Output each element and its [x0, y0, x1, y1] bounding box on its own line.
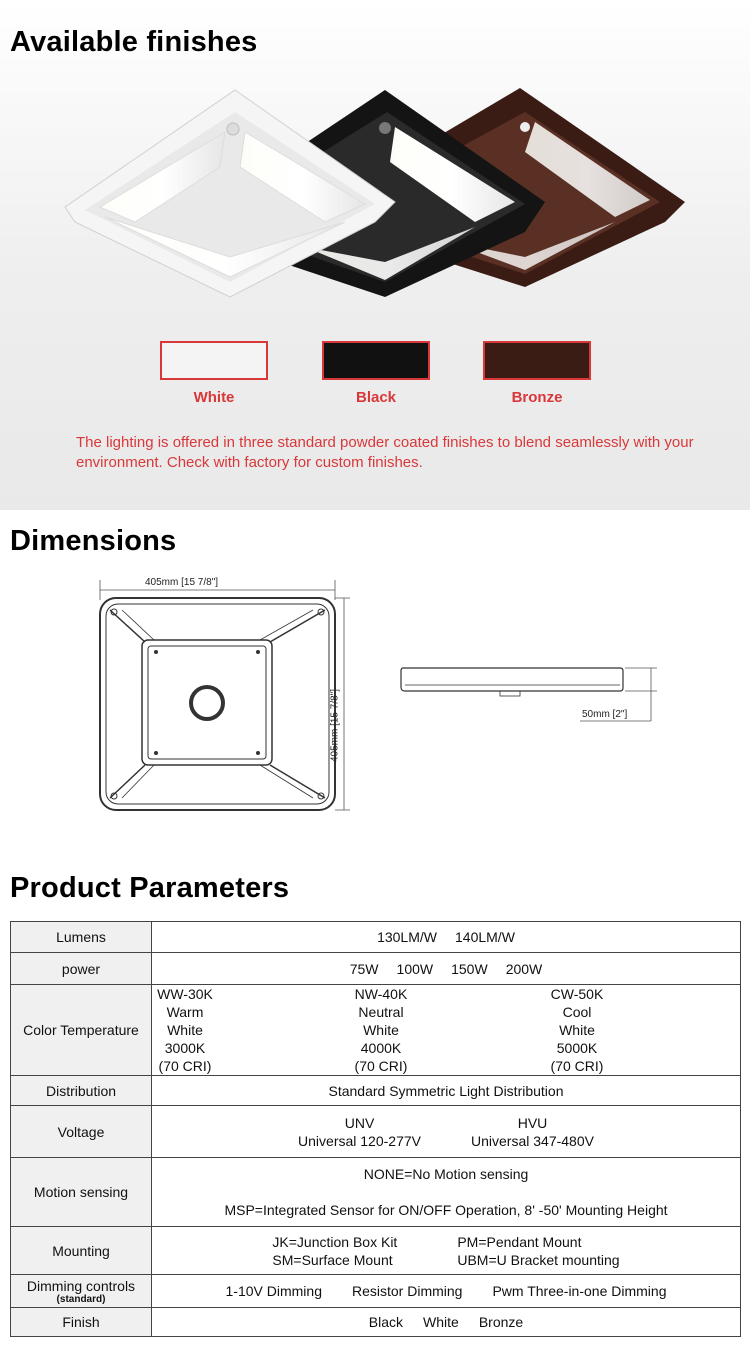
voltage-code: UNV [344, 1114, 375, 1131]
voltage-option [471, 1114, 594, 1150]
color-temperature-value [152, 985, 741, 1076]
cct-name: Warm White 3000K [164, 1004, 206, 1056]
cct-option [545, 985, 739, 1075]
dimming-option: Resistor Dimming [352, 1283, 463, 1299]
cct-code: WW-30K [157, 986, 213, 1002]
cct-cri: (70 CRI) [158, 1058, 212, 1074]
dimming-value [152, 1275, 741, 1308]
power-label: power [11, 953, 152, 985]
product-finishes-image [55, 82, 695, 302]
voltage-label: Voltage [11, 1106, 152, 1158]
voltage-range: Universal 347-480V [471, 1132, 594, 1149]
mounting-label: Mounting [11, 1227, 152, 1275]
white-label: White [193, 389, 235, 406]
white-swatch [160, 341, 268, 380]
height-dimension-label: 405mm [15 7/8"] [329, 688, 341, 763]
cct-code: CW-50K [550, 986, 604, 1002]
power-option: 100W [396, 960, 434, 977]
motion-option: MSP=Integrated Sensor for ON/OFF Operation, 8' -50' Mounting Height [224, 1202, 668, 1218]
bronze-swatch [483, 341, 591, 380]
dimming-label [11, 1275, 152, 1308]
motion-sensing-label: Motion sensing [11, 1158, 152, 1227]
parameters-table [10, 921, 741, 1337]
cct-name: Neutral White 4000K [358, 1004, 404, 1056]
cct-name: Cool White 5000K [556, 1004, 598, 1056]
parameters-title: Product Parameters [10, 872, 290, 904]
distribution-label: Distribution [11, 1076, 152, 1106]
lumens-value [152, 922, 741, 953]
distribution-value: Standard Symmetric Light Distribution [152, 1076, 741, 1106]
cct-option [349, 985, 543, 1075]
power-option: 75W [349, 960, 379, 977]
cct-option [153, 985, 347, 1075]
table-row [11, 1076, 741, 1106]
table-row [11, 922, 741, 953]
bronze-label: Bronze [511, 389, 563, 406]
width-dimension-label: 405mm [15 7/8"] [145, 577, 219, 588]
dimming-sublabel: (standard) [56, 1293, 106, 1305]
black-swatch [322, 341, 430, 380]
lumens-label: Lumens [11, 922, 152, 953]
lumens-option: 140LM/W [455, 929, 515, 945]
finish-option: Black [368, 1314, 404, 1330]
voltage-code: HVU [517, 1114, 548, 1131]
power-option: 200W [505, 960, 543, 977]
table-row [11, 1106, 741, 1158]
voltage-option [298, 1114, 421, 1150]
voltage-value [152, 1106, 741, 1158]
dimming-option: 1-10V Dimming [225, 1283, 322, 1299]
finish-label: Finish [11, 1308, 152, 1337]
motion-sensing-value [152, 1158, 741, 1227]
mounting-option: JK=Junction Box Kit [272, 1233, 398, 1250]
finishes-description: The lighting is offered in three standard powder coated finishes to blend seamlessly with your environment. Check with factory for custom finishes. [76, 434, 694, 471]
motion-option: NONE=No Motion sensing [363, 1166, 529, 1182]
table-row [11, 1158, 741, 1227]
power-option: 150W [451, 960, 488, 977]
depth-dimension-label: 50mm [2"] [582, 709, 628, 720]
finish-value [152, 1308, 741, 1337]
finish-option: White [423, 1314, 459, 1330]
finishes-title: Available finishes [10, 26, 258, 58]
mounting-option: PM=Pendant Mount [457, 1233, 582, 1250]
table-row [11, 985, 741, 1076]
color-temperature-label: Color Temperature [11, 985, 152, 1076]
mounting-value [152, 1227, 741, 1275]
voltage-range: Universal 120-277V [298, 1132, 421, 1149]
table-row [11, 1227, 741, 1275]
dimming-option: Pwm Three-in-one Dimming [492, 1283, 667, 1299]
power-value [152, 953, 741, 985]
lumens-option: 130LM/W [377, 929, 437, 945]
table-row [11, 1308, 741, 1337]
table-row [11, 1275, 741, 1308]
mounting-option: UBM=U Bracket mounting [457, 1251, 620, 1268]
top-view-drawing [90, 570, 350, 830]
cct-cri: (70 CRI) [354, 1058, 408, 1074]
finish-option: Bronze [478, 1314, 524, 1330]
dimming-label-text: Dimming controls [26, 1277, 136, 1294]
black-label: Black [355, 389, 397, 406]
mounting-option: SM=Surface Mount [272, 1251, 393, 1268]
table-row [11, 953, 741, 985]
cct-code: NW-40K [354, 986, 408, 1002]
dimensions-title: Dimensions [10, 525, 177, 557]
cct-cri: (70 CRI) [550, 1058, 604, 1074]
